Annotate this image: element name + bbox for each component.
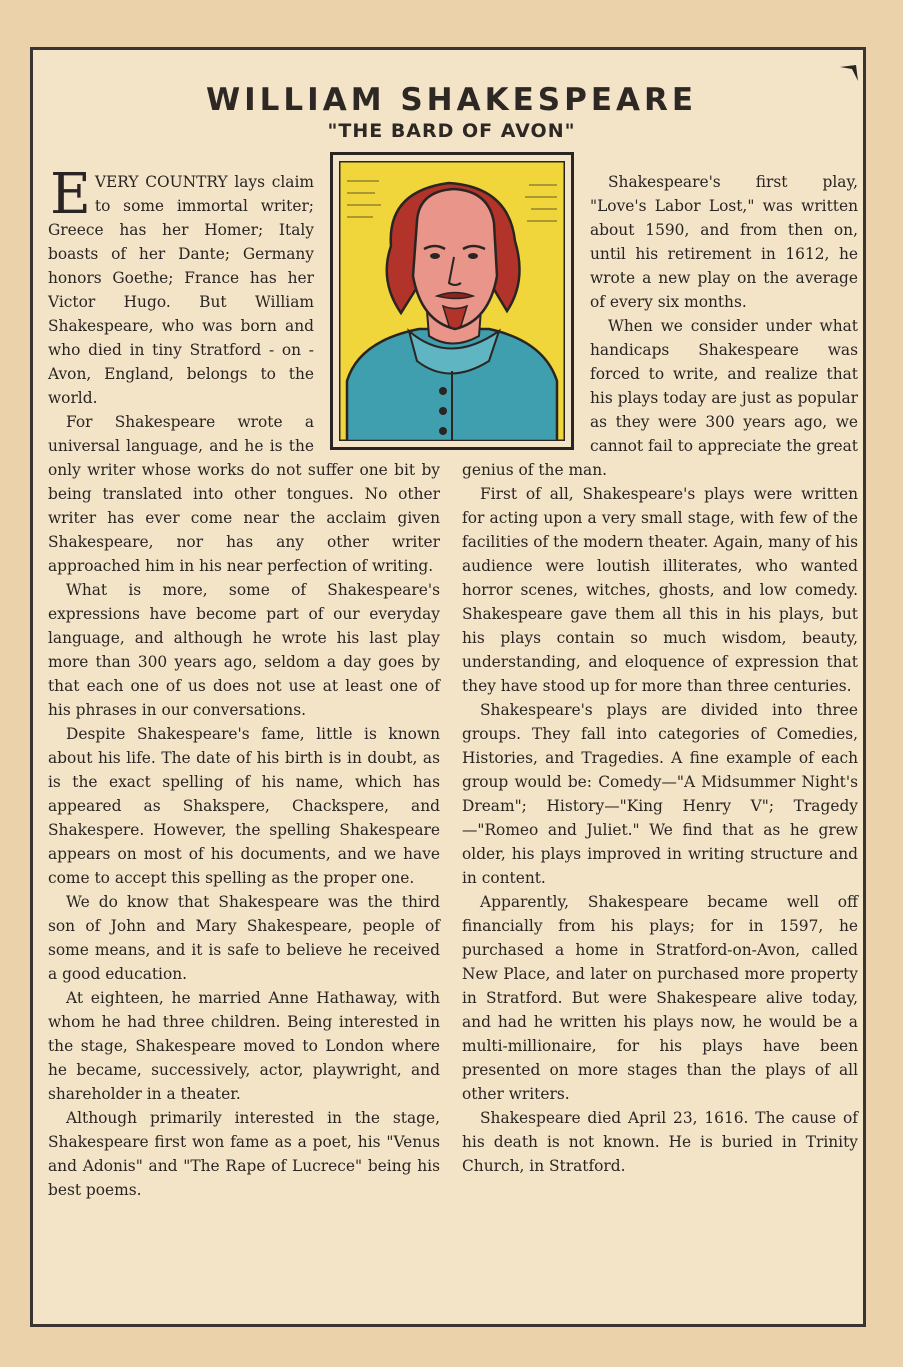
paragraph-text: VERY COUNTRY lays claim to some immortal writer; Greece has her Homer; Italy boasts of her Dante; Germany honors Goethe; France has her Victor Hugo. But William Shakespeare, who was born and who died in tiny Stratford - on - Avon, England, belongs to the world. bbox=[48, 173, 314, 407]
article-subtitle: "THE BARD OF AVON" bbox=[327, 120, 576, 142]
paragraph: What is more, some of Shakespeare's expressions have become part of our everyday language, and although he wrote his last play more than 300 years ago, seldom a day goes by that each one of us does not use at least one of his phrases in our conversations. bbox=[48, 581, 440, 719]
left-column bbox=[48, 162, 440, 1202]
drop-cap: E bbox=[50, 162, 91, 227]
paragraph: Although primarily interested in the stage, Shakespeare first won fame as a poet, his "Venus and Adonis" and "The Rape of Lucrece" being his best poems. bbox=[48, 1109, 440, 1199]
paragraph: When we consider under what handicaps Shakespeare was forced to write, and realize that his plays today are just as popular as they were 300 years ago, we cannot fail to appreciate the great genius of the man. bbox=[462, 317, 858, 479]
paragraph: At eighteen, he married Anne Hathaway, with whom he had three children. Being interested in the stage, Shakespeare moved to London where he became, successively, actor, playwright, and shareholder in a theater. bbox=[48, 989, 440, 1103]
paragraph: We do know that Shakespeare was the third son of John and Mary Shakespeare, people of some means, and it is safe to believe he received a good education. bbox=[48, 893, 440, 983]
paragraph: Apparently, Shakespeare became well off financially from his plays; for in 1597, he purchased a home in Stratford-on-Avon, called New Place, and later on purchased more property in Stratford. But were Shakespeare alive today, and had he written his plays now, he would be a multi-millionaire, for his plays have been presented on more stages than the plays of all other writers. bbox=[462, 893, 858, 1103]
paragraph: Shakespeare's plays are divided into three groups. They fall into categories of Comedies, Histories, and Tragedies. A fine example of each group would be: Comedy—"A Midsummer Night's Dream"; History—"King Henry V"; Tragedy—"Romeo and Juliet." We find that as he grew older, his plays improved in writing structure and in content. bbox=[462, 701, 858, 887]
paragraph: For Shakespeare wrote a universal language, and he is the only writer whose works do not suffer one bit by being translated into other tongues. No other writer has ever come near the acclaim given Shakespeare, nor has any other writer approached him in his near perfection of writing. bbox=[48, 413, 440, 575]
article-title: WILLIAM SHAKESPEARE bbox=[205, 82, 698, 118]
right-column-float bbox=[462, 170, 590, 456]
paragraph: Shakespeare's first play, "Love's Labor Lost," was written about 1590, and from then on, until his retirement in 1612, he wrote a new play on the average of every six months. bbox=[590, 173, 858, 311]
left-column-float bbox=[314, 170, 440, 446]
paragraph: Shakespeare died April 23, 1616. The cause of his death is not known. He is buried in Trinity Church, in Stratford. bbox=[462, 1109, 858, 1175]
paragraph: First of all, Shakespeare's plays were written for acting upon a very small stage, with few of the facilities of the modern theater. Again, many of his audience were loutish illiterates, who wanted horror scenes, witches, ghosts, and low comedy. Shakespeare gave them all this in his plays, but his plays contain so much wisdom, beauty, understanding, and eloquence of expression that they have stood up for more than three centuries. bbox=[462, 485, 858, 695]
right-column bbox=[462, 170, 858, 1178]
paragraph: Despite Shakespeare's fame, little is known about his life. The date of his birth is in doubt, as is the exact spelling of his name, which has appeared as Shakspere, Chackspere, and Shakespere. However, the spelling Shakespeare appears on most of his documents, and we have come to accept this spelling as the proper one. bbox=[48, 725, 440, 887]
